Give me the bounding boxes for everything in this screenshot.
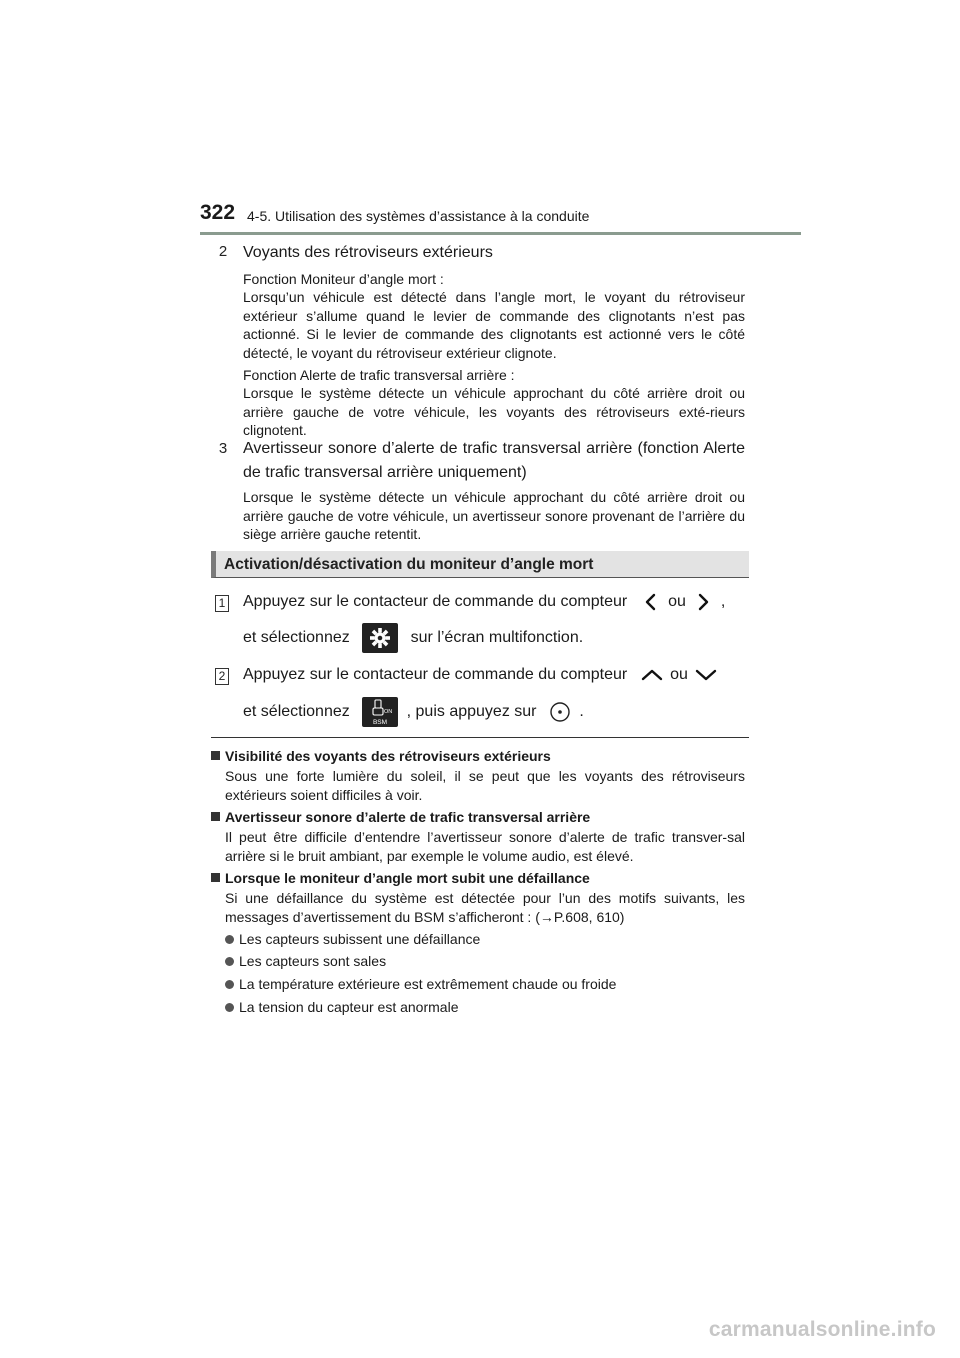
note-title-buzzer: Avertisseur sonore d’alerte de trafic transversal arrière	[211, 808, 590, 826]
square-bullet-icon	[211, 873, 220, 882]
section-title: Activation/désactivation du moniteur d’angle mort	[224, 556, 594, 573]
square-bullet-icon	[211, 751, 220, 760]
step-2-period: .	[579, 703, 584, 721]
step-1-text: Appuyez sur le contacteur de commande du compteur	[243, 593, 628, 610]
list-item: La tension du capteur est anormale	[225, 998, 458, 1016]
note-title-visibility: Visibilité des voyants des rétroviseurs extérieurs	[211, 747, 551, 765]
gear-settings-icon	[362, 623, 398, 653]
step-marker-1: 1	[215, 594, 229, 612]
note-body-buzzer: Il peut être difficile d’entendre l’avertisseur sonore d’alerte de trafic transver-sal arrière si le bruit ambiant, par exemple le volume audio, est élevé.	[225, 829, 745, 864]
item-heading-mirror-lights: Voyants des rétroviseurs extérieurs	[243, 244, 493, 261]
chevron-right-icon	[690, 592, 716, 612]
note-body-visibility: Sous une forte lumière du soleil, il se peut que les voyants des rétroviseurs extérieurs soient difficiles à voir.	[225, 768, 745, 803]
step-2-text: Appuyez sur le contacteur de commande du compteur	[243, 666, 628, 683]
header-divider	[200, 232, 801, 235]
list-item: La température extérieure est extrêmement chaude ou froide	[225, 975, 616, 993]
step-1-select-text: et sélectionnez	[243, 629, 350, 647]
step-2-line-2	[243, 697, 584, 727]
chapter-title: 4-5. Utilisation des systèmes d’assistance à la conduite	[247, 208, 590, 224]
bullet-dot-icon	[225, 957, 234, 966]
item-marker-2: 2	[218, 243, 228, 260]
chevron-left-icon	[638, 592, 664, 612]
para-rcta-desc: Lorsque le système détecte un véhicule approchant du côté arrière droit ou arrière gauche de votre véhicule, les voyants des rétroviseurs exté-rieurs clignotent.	[243, 385, 745, 438]
step-1-screen-text: sur l’écran multifonction.	[410, 629, 584, 647]
para-rcta-label: Fonction Alerte de trafic transversal arrière :	[243, 367, 515, 383]
list-item: Les capteurs sont sales	[225, 952, 386, 970]
chevron-up-icon	[638, 665, 666, 685]
chevron-down-icon	[692, 665, 720, 685]
step-1-or: ou	[668, 593, 686, 610]
bullet-dot-icon	[225, 1003, 234, 1012]
list-item: Les capteurs subissent une défaillance	[225, 930, 480, 948]
bsm-icon	[362, 697, 398, 727]
ok-button-icon	[545, 700, 575, 724]
bullet-dot-icon	[225, 935, 234, 944]
para-bsm-desc: Lorsqu’un véhicule est détecté dans l’angle mort, le voyant du rétroviseur extérieur s’allume quand le levier de commande des clignotants n’est pas actionné. Si le levier de commande des clignotants est actionné vers le côté détecté, le voyant du rétroviseur extérieur clignote.	[243, 289, 745, 361]
step-2-line-1	[243, 664, 720, 686]
para-buzzer-desc: Lorsque le système détecte un véhicule approchant du côté arrière droit ou arrière gauche de votre véhicule, un avertisseur sonore provenant de l’arrière du siège arrière gauche retentit.	[243, 489, 745, 542]
step-1-line-2	[243, 623, 583, 653]
bullet-dot-icon	[225, 980, 234, 989]
bsm-label: BSM	[373, 719, 388, 726]
step-2-select-text: et sélectionnez	[243, 703, 350, 721]
note-title-malfunction: Lorsque le moniteur d’angle mort subit une défaillance	[211, 869, 590, 887]
square-bullet-icon	[211, 812, 220, 821]
item-marker-3: 3	[218, 440, 228, 457]
watermark: carmanualsonline.info	[708, 1318, 936, 1341]
item-heading-buzzer: Avertisseur sonore d’alerte de trafic transversal arrière (fonction Alerte de trafic transversal arrière uniquement)	[243, 440, 745, 481]
note-body-malfunction: Si une défaillance du système est détectée pour l’un des motifs suivants, les messages d’avertissement du BSM s’afficheront : (→P.608, 610)	[225, 890, 745, 925]
page-number: 322	[200, 201, 236, 224]
para-bsm-label: Fonction Moniteur d’angle mort :	[243, 271, 444, 287]
step-marker-2: 2	[215, 667, 229, 685]
notes-divider	[211, 737, 749, 738]
step-1-comma: ,	[720, 593, 726, 610]
step-2-then-text: , puis appuyez sur	[406, 703, 537, 721]
svg-text:ON: ON	[384, 709, 393, 715]
step-2-or: ou	[670, 666, 688, 683]
step-1-line-1	[243, 591, 725, 613]
